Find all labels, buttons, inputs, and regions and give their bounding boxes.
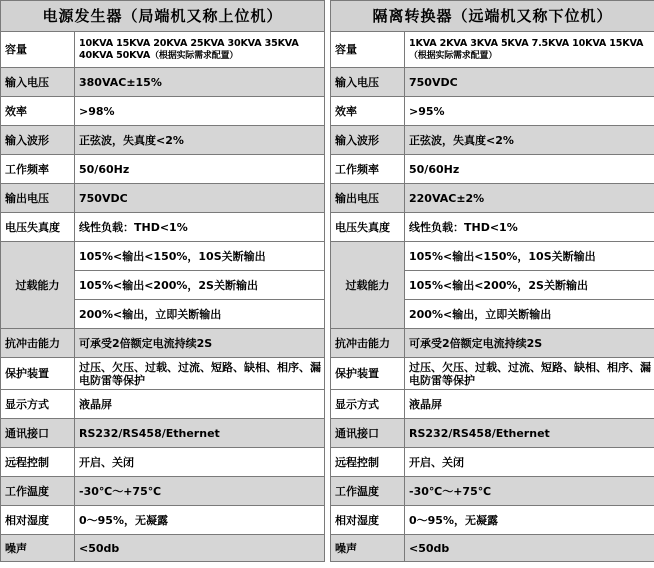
spec-value: 开启、关闭 bbox=[75, 448, 325, 477]
spec-label: 远程控制 bbox=[1, 448, 75, 477]
spec-value: 750VDC bbox=[405, 68, 654, 97]
spec-label: 电压失真度 bbox=[1, 213, 75, 242]
spec-label: 输入电压 bbox=[331, 68, 405, 97]
capacity-note: （根据实际需求配置） bbox=[150, 50, 239, 61]
converter-title: 隔离转换器（远端机又称下位机） bbox=[331, 1, 654, 32]
spec-value: 220VAC±2% bbox=[405, 184, 654, 213]
spec-label: 容量 bbox=[1, 32, 75, 68]
spec-value: 过压、欠压、过载、过流、短路、缺相、相序、漏电防雷等保护 bbox=[75, 358, 325, 390]
spec-label: 通讯接口 bbox=[1, 419, 75, 448]
spec-label: 工作频率 bbox=[1, 155, 75, 184]
spec-value: 正弦波，失真度<2% bbox=[405, 126, 654, 155]
overload-value: 105%<输出<150%，10S关断输出 bbox=[405, 242, 654, 271]
converter-spec-table bbox=[330, 0, 654, 562]
spec-value: 过压、欠压、过载、过流、短路、缺相、相序、漏电防雷等保护 bbox=[405, 358, 654, 390]
spec-value: 液晶屏 bbox=[405, 390, 654, 419]
spec-value: >95% bbox=[405, 97, 654, 126]
capacity-list: 10KVA 15KVA 20KVA 25KVA 30KVA 35KVA 40KVA 50KVA bbox=[79, 37, 299, 61]
spec-label: 电压失真度 bbox=[331, 213, 405, 242]
spec-label: 远程控制 bbox=[331, 448, 405, 477]
overload-value: 200%<输出，立即关断输出 bbox=[75, 300, 325, 329]
generator-title: 电源发生器（局端机又称上位机） bbox=[1, 1, 325, 32]
spec-label: 保护装置 bbox=[1, 358, 75, 390]
spec-label: 容量 bbox=[331, 32, 405, 68]
spec-label: 抗冲击能力 bbox=[331, 329, 405, 358]
spec-value: <50db bbox=[405, 535, 654, 562]
spec-value: 50/60Hz bbox=[75, 155, 325, 184]
overload-label: 过载能力 bbox=[1, 242, 75, 329]
generator-spec-table bbox=[0, 0, 325, 562]
capacity-value bbox=[75, 32, 325, 68]
spec-label: 输出电压 bbox=[331, 184, 405, 213]
spec-value: >98% bbox=[75, 97, 325, 126]
spec-label: 输出电压 bbox=[1, 184, 75, 213]
spec-value: RS232/RS458/Ethernet bbox=[75, 419, 325, 448]
spec-label: 效率 bbox=[1, 97, 75, 126]
spec-value: 0～95%，无凝露 bbox=[75, 506, 325, 535]
overload-value: 105%<输出<200%，2S关断输出 bbox=[405, 271, 654, 300]
spec-label: 通讯接口 bbox=[331, 419, 405, 448]
spec-value: 线性负载：THD<1% bbox=[75, 213, 325, 242]
spec-label: 工作频率 bbox=[331, 155, 405, 184]
spec-value: 0～95%，无凝露 bbox=[405, 506, 654, 535]
spec-label: 抗冲击能力 bbox=[1, 329, 75, 358]
spec-label: 效率 bbox=[331, 97, 405, 126]
capacity-note: （根据实际需求配置） bbox=[409, 50, 498, 61]
spec-label: 输入电压 bbox=[1, 68, 75, 97]
capacity-list: 1KVA 2KVA 3KVA 5KVA 7.5KVA 10KVA 15KVA bbox=[409, 37, 644, 49]
overload-label: 过载能力 bbox=[331, 242, 405, 329]
capacity-value bbox=[405, 32, 654, 68]
spec-value: 380VAC±15% bbox=[75, 68, 325, 97]
spec-value: 正弦波，失真度<2% bbox=[75, 126, 325, 155]
spec-label: 保护装置 bbox=[331, 358, 405, 390]
spec-label: 工作温度 bbox=[331, 477, 405, 506]
spec-label: 相对湿度 bbox=[331, 506, 405, 535]
spec-label: 显示方式 bbox=[1, 390, 75, 419]
spec-label: 相对湿度 bbox=[1, 506, 75, 535]
spec-value: 可承受2倍额定电流持续2S bbox=[75, 329, 325, 358]
spec-label: 输入波形 bbox=[1, 126, 75, 155]
spec-label: 显示方式 bbox=[331, 390, 405, 419]
spec-label: 输入波形 bbox=[331, 126, 405, 155]
spec-label: 噪声 bbox=[331, 535, 405, 562]
spec-value: -30℃～+75℃ bbox=[75, 477, 325, 506]
spec-label: 工作温度 bbox=[1, 477, 75, 506]
spec-value: 线性负载：THD<1% bbox=[405, 213, 654, 242]
overload-value: 200%<输出，立即关断输出 bbox=[405, 300, 654, 329]
spec-value: RS232/RS458/Ethernet bbox=[405, 419, 654, 448]
spec-value: -30℃～+75℃ bbox=[405, 477, 654, 506]
spec-value: 750VDC bbox=[75, 184, 325, 213]
overload-value: 105%<输出<200%，2S关断输出 bbox=[75, 271, 325, 300]
spec-value: 可承受2倍额定电流持续2S bbox=[405, 329, 654, 358]
spec-value: 液晶屏 bbox=[75, 390, 325, 419]
spec-label: 噪声 bbox=[1, 535, 75, 562]
spec-value: 50/60Hz bbox=[405, 155, 654, 184]
spec-value: 开启、关闭 bbox=[405, 448, 654, 477]
spec-value: <50db bbox=[75, 535, 325, 562]
overload-value: 105%<输出<150%，10S关断输出 bbox=[75, 242, 325, 271]
